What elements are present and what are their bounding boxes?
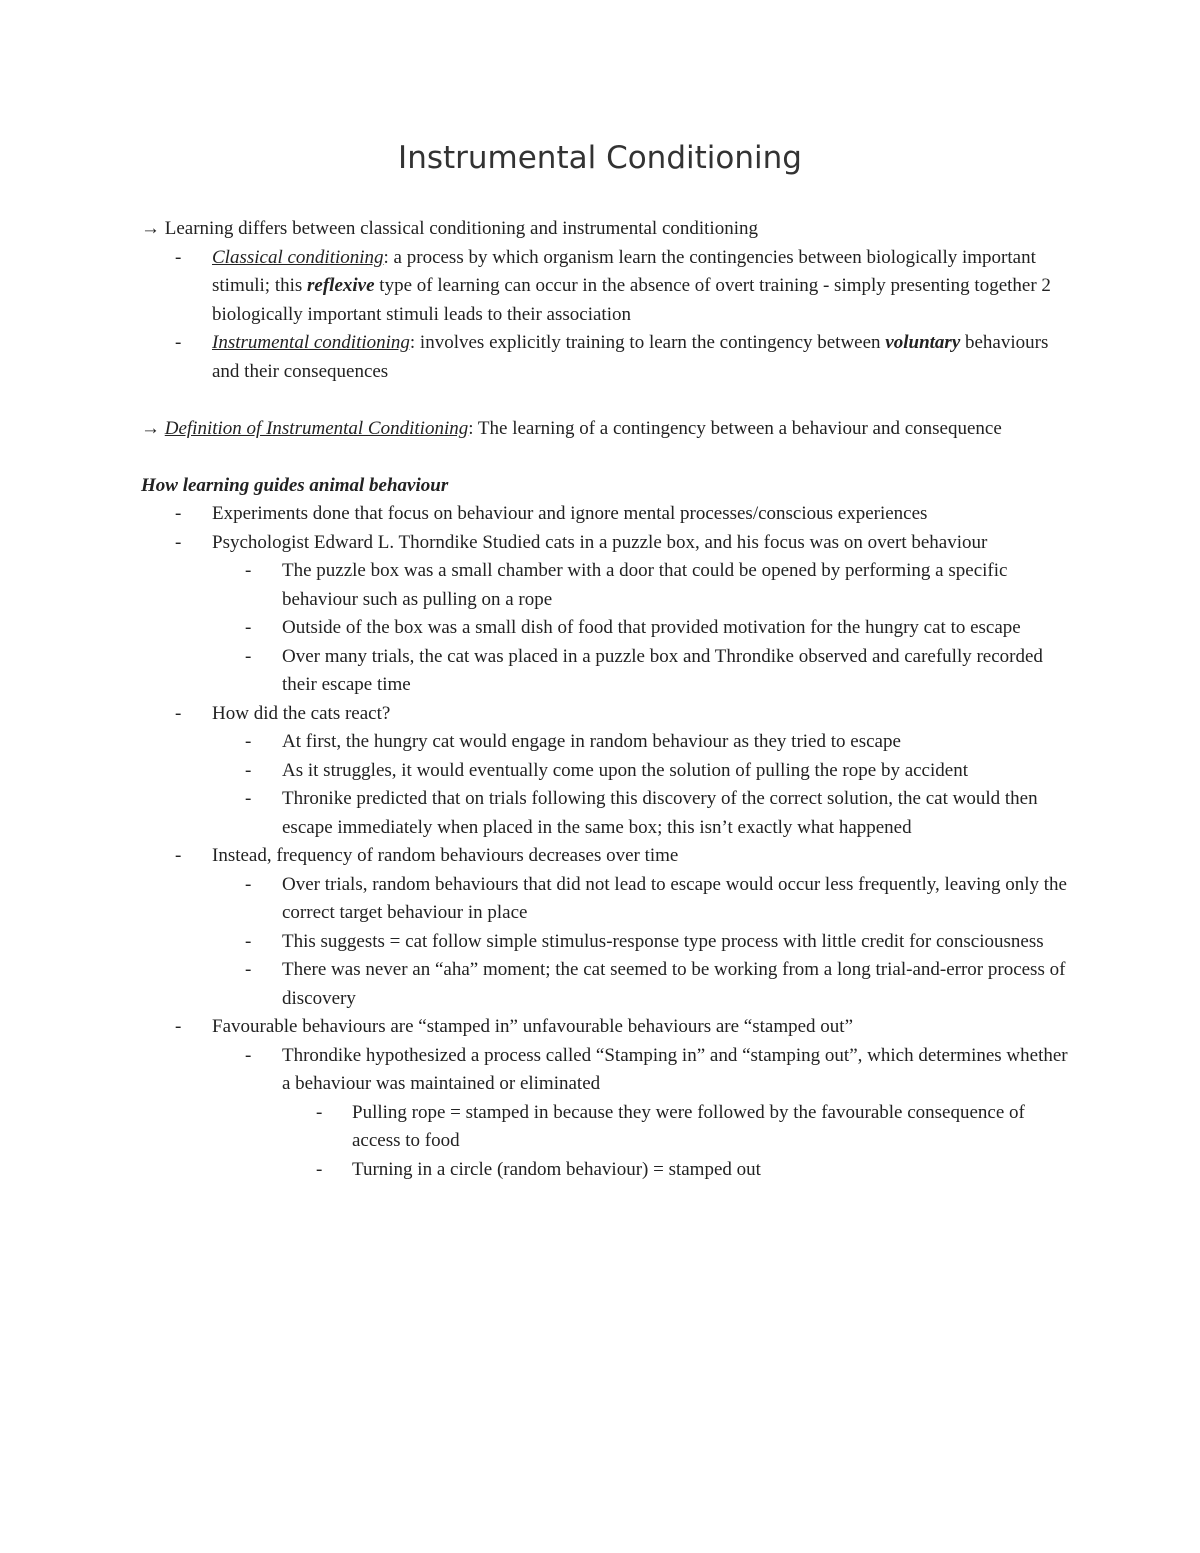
bullet-dash: - (245, 645, 252, 667)
document-body (141, 215, 1071, 1184)
list-item: - Instead, frequency of random behaviours decreases over time (141, 842, 1071, 871)
bullet-dash: - (175, 503, 182, 524)
bullet-dash: - (245, 788, 252, 809)
definition-line: → Definition of Instrumental Conditioning: The learning of a contingency between a behaviour and consequence (141, 417, 1002, 439)
definition-term: Definition of Instrumental Conditioning (164, 417, 469, 439)
bullet-dash: - (175, 531, 182, 553)
list-item: - How did the cats react? (141, 700, 1071, 729)
bullet-dash: - (245, 731, 252, 752)
bullet-dash: - (245, 873, 252, 895)
term-classical-conditioning: Classical conditioning (212, 246, 384, 268)
spacer (141, 443, 1071, 472)
bullet-dash: - (245, 617, 252, 638)
bullet-dash: - (175, 246, 182, 268)
bullet-dash: - (316, 1101, 323, 1123)
sub-list-item: - Outside of the box was a small dish of food that provided motivation for the hungry cat to escape (141, 614, 1071, 643)
bullet-dash: - (245, 1044, 252, 1066)
section-heading: How learning guides animal behaviour (141, 474, 449, 496)
arrow-icon: → (141, 417, 160, 439)
sub-sub-list-item: - Turning in a circle (random behaviour) = stamped out (141, 1156, 1071, 1185)
sub-list-item: - As it struggles, it would eventually come upon the solution of pulling the rope by accident (141, 757, 1071, 786)
spacer (141, 386, 1071, 415)
bullet-dash: - (175, 1016, 182, 1037)
emphasis-voluntary: voluntary (885, 332, 961, 353)
sub-list-item: - At first, the hungry cat would engage in random behaviour as they tried to escape (141, 728, 1071, 757)
intro-line: → Learning differs between classical conditioning and instrumental conditioning (141, 218, 758, 239)
sub-list-item: - This suggests = cat follow simple stimulus-response type process with little credit for consciousness (141, 928, 1071, 957)
sub-list-item: - Over trials, random behaviours that did not lead to escape would occur less frequently, leaving only the correct target behaviour in place (141, 871, 1071, 928)
bullet-dash: - (316, 1158, 323, 1180)
sub-list-item: - The puzzle box was a small chamber with a door that could be opened by performing a specific behaviour such as pulling on a rope (141, 557, 1071, 614)
sub-list-item: - Throndike hypothesized a process called “Stamping in” and “stamping out”, which determines whether a behaviour was maintained or eliminated (141, 1042, 1071, 1099)
bullet-dash: - (245, 930, 252, 952)
list-item-classical: - Classical conditioning: a process by which organism learn the contingencies between biologically important stimuli; this reflexive type of learning can occur in the absence of overt training - simply presenting together 2 biologically important stimuli leads to their association (141, 244, 1071, 330)
bullet-dash: - (175, 332, 182, 353)
sub-sub-list-item: - Pulling rope = stamped in because they were followed by the favourable consequence of access to food (141, 1099, 1071, 1156)
list-item-instrumental: - Instrumental conditioning: involves explicitly training to learn the contingency between voluntary behaviours and their consequences (141, 329, 1071, 386)
bullet-dash: - (175, 702, 182, 724)
list-item: - Experiments done that focus on behaviour and ignore mental processes/conscious experiences (141, 500, 1071, 529)
list-item: - Favourable behaviours are “stamped in” unfavourable behaviours are “stamped out” (141, 1013, 1071, 1042)
sub-list-item: - Over many trials, the cat was placed in a puzzle box and Throndike observed and carefully recorded their escape time (141, 643, 1071, 700)
bullet-dash: - (245, 759, 252, 781)
sub-list-item: - Thronike predicted that on trials following this discovery of the correct solution, the cat would then escape immediately when placed in the same box; this isn’t exactly what happened (141, 785, 1071, 842)
term-instrumental-conditioning: Instrumental conditioning (212, 332, 410, 353)
page-title: Instrumental Conditioning (398, 140, 802, 176)
bullet-dash: - (245, 959, 252, 980)
list-item: - Psychologist Edward L. Thorndike Studied cats in a puzzle box, and his focus was on overt behaviour (141, 529, 1071, 558)
bullet-dash: - (175, 845, 182, 866)
arrow-icon: → (141, 218, 160, 239)
bullet-dash: - (245, 560, 252, 581)
sub-list-item: - There was never an “aha” moment; the cat seemed to be working from a long trial-and-error process of discovery (141, 956, 1071, 1013)
emphasis-reflexive: reflexive (307, 275, 375, 296)
